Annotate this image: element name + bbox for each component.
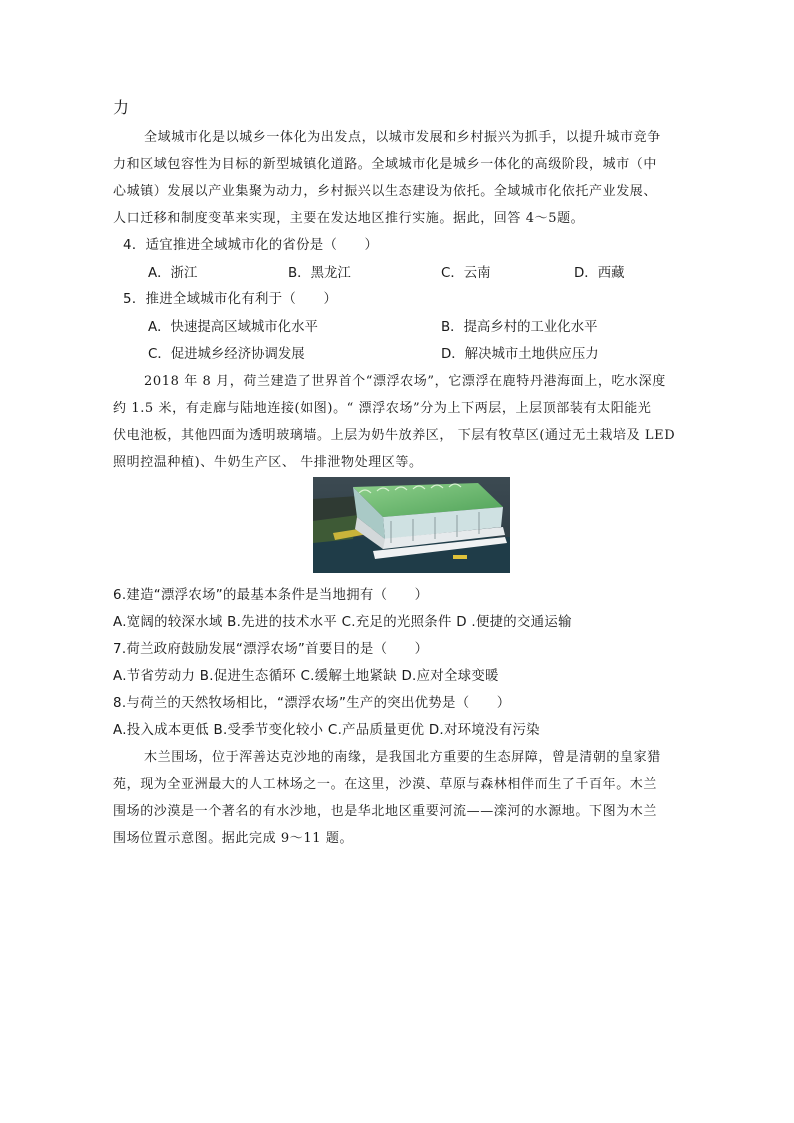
page-fragment: 力 <box>113 98 130 117</box>
passage-line: 木兰围场，位于浑善达克沙地的南缘，是我国北方重要的生态屏障，曾是清朝的皇家猎 <box>144 750 661 765</box>
passage-line: 人口迁移和制度变革来实现，主要在发达地区推行实施。据此，回答 4～5题。 <box>113 211 585 226</box>
passage-line: 围场位置示意图。据此完成 9～11 题。 <box>113 831 354 846</box>
option-c: C．云南 <box>441 266 491 281</box>
option-b: B．黑龙江 <box>288 266 351 281</box>
option-c: C．促进城乡经济协调发展 <box>148 347 305 362</box>
passage-line: 围场的沙漠是一个著名的有水沙地，也是华北地区重要河流——滦河的水源地。下图为木兰 <box>113 804 658 819</box>
question-stem: 6.建造“漂浮农场”的最基本条件是当地拥有（ ） <box>113 588 429 603</box>
question-stem: 4．适宜推进全域城市化的省份是（ ） <box>123 238 379 253</box>
passage-line: 心城镇）发展以产业集聚为动力，乡村振兴以生态建设为依托。全域城市化依托产业发展、 <box>113 184 658 199</box>
option-b: B．提高乡村的工业化水平 <box>441 320 598 335</box>
question-stem: 8.与荷兰的天然牧场相比，“漂浮农场”生产的突出优势是（ ） <box>113 696 511 711</box>
question-options: A.节省劳动力 B.促进生态循环 C.缓解土地紧缺 D.应对全球变暖 <box>113 669 499 684</box>
option-d: D．解决城市土地供应压力 <box>441 347 599 362</box>
question-options: A.投入成本更低 B.受季节变化较小 C.产品质量更优 D.对环境没有污染 <box>113 723 540 738</box>
question-stem: 7.荷兰政府鼓励发展“漂浮农场”首要目的是（ ） <box>113 642 429 657</box>
passage-line: 约 1.5 米，有走廊与陆地连接(如图)。“ 漂浮农场”分为上下两层，上层顶部装有太阳能光 <box>113 401 652 416</box>
passage-line: 伏电池板，其他四面为透明玻璃墙。上层为奶牛放养区， 下层有牧草区(通过无土栽培及 LED <box>113 428 676 443</box>
floating-farm-illustration <box>313 477 510 573</box>
passage-line: 2018 年 8 月，荷兰建造了世界首个“漂浮农场”，它漂浮在鹿特丹港海面上，吃水深度 <box>144 374 666 389</box>
floating-farm-photo <box>313 477 510 573</box>
question-stem: 5．推进全域城市化有利于（ ） <box>123 292 338 307</box>
question-options: A.宽阔的较深水域 B.先进的技术水平 C.充足的光照条件 D .便捷的交通运输 <box>113 615 572 630</box>
passage-line: 力和区域包容性为目标的新型城镇化道路。全域城市化是城乡一体化的高级阶段，城市（中 <box>113 157 658 172</box>
option-a: A．浙江 <box>148 266 198 281</box>
passage-line: 全域城市化是以城乡一体化为出发点，以城市发展和乡村振兴为抓手，以提升城市竞争 <box>144 130 661 145</box>
option-a: A．快速提高区域城市化水平 <box>148 320 318 335</box>
passage-line: 苑，现为全亚洲最大的人工林场之一。在这里，沙漠、草原与森林相伴而生了千百年。木兰 <box>113 777 658 792</box>
passage-line: 照明控温种植)、牛奶生产区、 牛排泄物处理区等。 <box>113 455 423 470</box>
option-d: D．西藏 <box>574 266 625 281</box>
